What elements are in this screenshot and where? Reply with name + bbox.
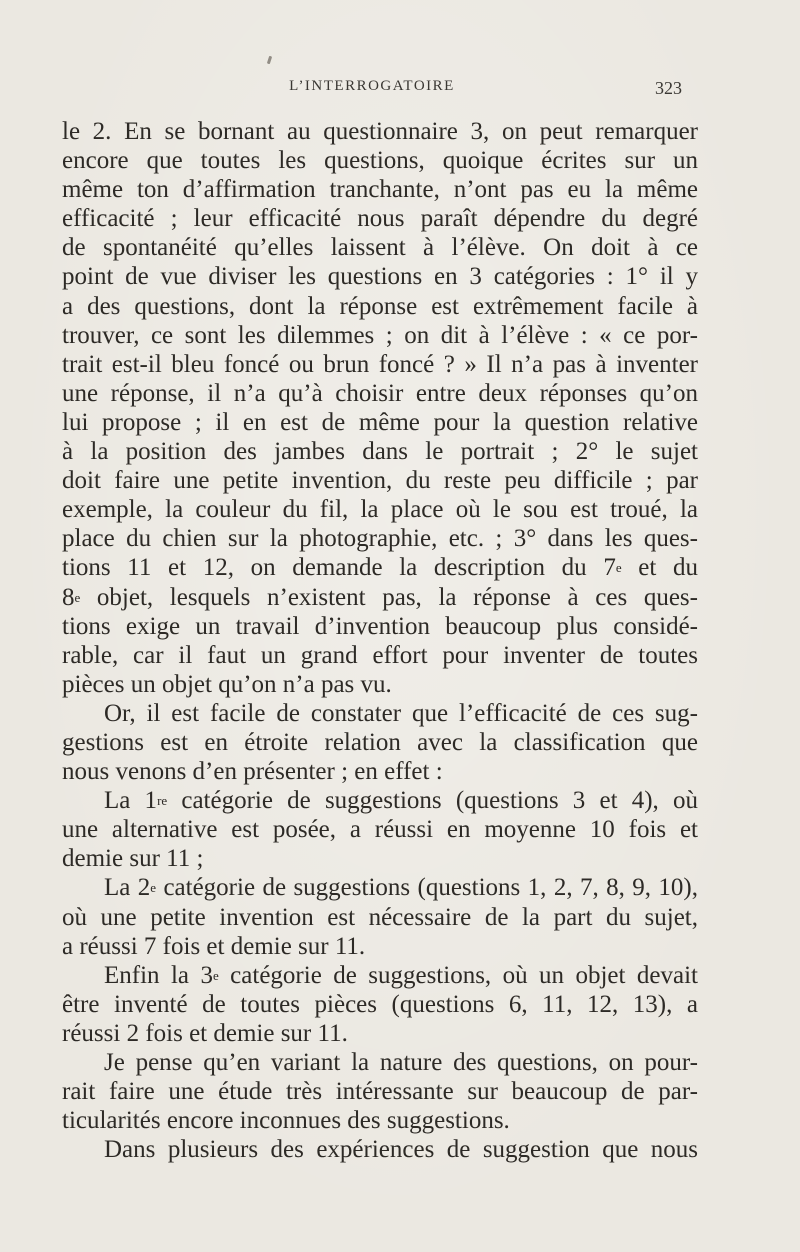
text-line: à la position des jambes dans le portrait ; 2° le sujet <box>62 438 698 466</box>
text-segment: catégorie de suggestions (questions 3 et 4), où <box>167 787 698 815</box>
text-line: trait est-il bleu foncé ou brun foncé ? » Il n’a pas à inventer <box>62 350 698 378</box>
page-number: 323 <box>655 78 682 98</box>
text-segment: La 1 <box>104 787 158 815</box>
text-segment: catégorie de suggestions (questions 1, 2, 7, 8, 9, 10), <box>156 874 698 902</box>
text-line: lui propose ; il en est de même pour la question relative <box>62 408 698 436</box>
body-text <box>62 117 698 1164</box>
text-line <box>62 786 698 815</box>
text-line: a des questions, dont la réponse est extrêmement facile à <box>62 292 698 320</box>
text-segment: La 2 <box>104 874 151 902</box>
superscript: e <box>212 967 219 983</box>
text-line: une réponse, il n’a qu’à choisir entre deux réponses qu’on <box>62 379 698 407</box>
superscript: re <box>157 793 168 809</box>
ink-speck <box>267 56 272 65</box>
text-line: trouver, ce sont les dilemmes ; on dit à l’élève : « ce por- <box>62 321 698 349</box>
page-header <box>62 78 682 102</box>
text-line: ticularités encore inconnues des suggestions. <box>62 1107 510 1135</box>
text-segment: catégorie de suggestions, où un objet devait <box>218 961 698 989</box>
text-line: pièces un objet qu’on n’a pas vu. <box>62 670 392 698</box>
superscript: e <box>615 560 622 576</box>
superscript: e <box>74 589 81 605</box>
text-line: une alternative est posée, a réussi en moyenne 10 fois et <box>62 816 698 844</box>
text-line <box>62 961 698 990</box>
text-line: doit faire une petite invention, du reste peu difficile ; par <box>62 467 698 495</box>
text-line: réussi 2 fois et demie sur 11. <box>62 1019 348 1047</box>
text-segment: et du <box>621 554 698 582</box>
text-line: où une petite invention est nécessaire de la part du sujet, <box>62 903 698 931</box>
text-line: même ton d’affirmation tranchante, n’ont pas eu la même <box>62 176 698 204</box>
running-title: L’INTERROGATOIRE <box>289 78 455 94</box>
text-line: rait faire une étude très intéressante sur beaucoup de par- <box>62 1078 698 1106</box>
text-line: point de vue diviser les questions en 3 catégories : 1° il y <box>62 263 698 291</box>
text-line: demie sur 11 ; <box>62 845 204 873</box>
text-line: encore que toutes les questions, quoique écrites sur un <box>62 147 698 175</box>
text-segment: 8 <box>62 583 75 611</box>
text-segment: tions 11 et 12, on demande la description du 7 <box>62 554 616 582</box>
text-line: efficacité ; leur efficacité nous paraît dépendre du degré <box>62 205 698 233</box>
text-line: nous venons d’en présenter ; en effet : <box>62 758 443 786</box>
text-segment: objet, lesquels n’existent pas, la réponse à ces ques- <box>80 583 698 611</box>
text-line: le 2. En se bornant au questionnaire 3, on peut remarquer <box>62 118 698 145</box>
text-line: Dans plusieurs des expériences de suggestion que nous <box>104 1136 698 1164</box>
text-line: de spontanéité qu’elles laissent à l’élève. On doit à ce <box>62 234 698 262</box>
text-line: place du chien sur la photographie, etc. ; 3° dans les ques- <box>62 525 698 553</box>
superscript: e <box>150 880 157 896</box>
text-line <box>62 583 698 612</box>
text-line: Je pense qu’en variant la nature des questions, on pour- <box>104 1049 698 1076</box>
text-line: tions exige un travail d’invention beaucoup plus considé- <box>62 612 698 640</box>
text-line: rable, car il faut un grand effort pour inventer de toutes <box>62 641 698 669</box>
text-line: exemple, la couleur du fil, la place où le sou est troué, la <box>62 496 698 524</box>
text-segment: Enfin la 3 <box>104 961 213 989</box>
text-line: être inventé de toutes pièces (questions 6, 11, 12, 13), a <box>62 990 698 1018</box>
text-line <box>62 873 698 902</box>
text-line: a réussi 7 fois et demie sur 11. <box>62 932 366 960</box>
text-line: gestions est en étroite relation avec la classification que <box>62 728 698 756</box>
text-line: Or, il est facile de constater que l’efficacité de ces sug- <box>104 699 698 727</box>
text-line <box>62 553 698 582</box>
